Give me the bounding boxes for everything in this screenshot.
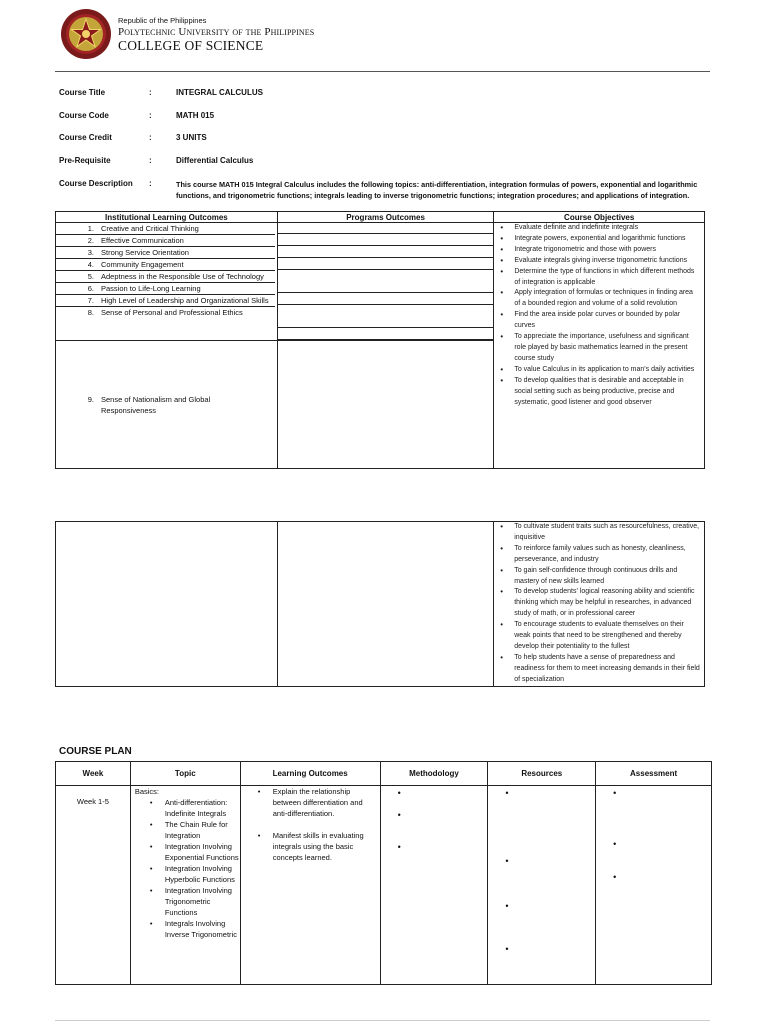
bullet: •	[505, 944, 509, 954]
ilo-item: 2. Effective Communication	[56, 235, 275, 247]
topic-item: • Anti-differentiation: Indefinite Integrals	[165, 797, 240, 819]
programs-outcomes-cell-2	[277, 341, 494, 469]
course-objectives-cell-continued	[494, 522, 705, 687]
resources-cell	[488, 786, 596, 985]
objective-item: • Determine the type of functions in which different methods of integration is applicable	[514, 267, 700, 289]
topic-item: • Integration Involving Hyperbolic Functions	[165, 863, 240, 885]
university-header	[118, 16, 314, 54]
college-name: COLLEGE OF SCIENCE	[118, 38, 264, 53]
topic-item: • Integrals Involving Inverse Trigonometric	[165, 918, 240, 940]
topic-item: • Integration Involving Trigonometric Functions	[165, 885, 240, 918]
course-description-text: This course MATH 015 Integral Calculus includes the following topics: anti-differentiation, integration formulas of powers, exponential and logarithmic functions, and trigonometric functions; integrals leading to inverse trigonometric functions; integration procedures; and applications of integration.	[176, 180, 698, 200]
methodology-header: Methodology	[380, 762, 488, 786]
outcomes-table-continued	[55, 521, 705, 687]
ilo-nationalism-cell	[56, 341, 278, 469]
learning-outcomes-list	[241, 786, 380, 863]
objectives-list-continued	[494, 522, 704, 686]
ilo-item: 9. Sense of Nationalism and Global Responsiveness	[87, 394, 211, 415]
header-divider	[55, 71, 710, 72]
objectives-list	[494, 223, 704, 408]
republic-line: Republic of the Philippines	[118, 16, 207, 25]
objective-item: • To develop students' logical reasoning ability and scientific thinking which may be helpful in researches, in advanced study of math, or in professional career	[514, 587, 700, 620]
objective-item: • To gain self-confidence through continuous drills and mastery of new skills learned	[514, 566, 700, 588]
course-objectives-cell	[494, 223, 705, 469]
bullet: •	[613, 839, 617, 849]
objective-item: • Find the area inside polar curves or bounded by polar curves	[514, 310, 700, 332]
bullet: •	[613, 872, 617, 882]
bullet: •	[505, 901, 509, 911]
week-cell: Week 1-5	[56, 786, 131, 985]
objective-item: • To cultivate student traits such as resourcefulness, creative, inquisitive	[514, 522, 700, 544]
topic-item: • The Chain Rule for Integration	[165, 819, 240, 841]
resources-header: Resources	[488, 762, 596, 786]
learning-outcomes-cell	[240, 786, 380, 985]
ilo-item: 4. Community Engagement	[56, 259, 275, 271]
learning-outcome-item: • Manifest skills in evaluating integrals using the basic concepts learned.	[273, 830, 376, 863]
ilo-item: 7. High Level of Leadership and Organizational Skills	[56, 295, 275, 307]
programs-outcomes-cell-continued	[277, 522, 494, 687]
objective-item: • To develop qualities that is desirable and acceptable in social setting such as being productive, precise and systematic, good listener and good observer	[514, 376, 700, 409]
topic-intro: Basics:	[134, 787, 160, 796]
assessment-cell	[596, 786, 712, 985]
learning-outcomes-header: Learning Outcomes	[240, 762, 380, 786]
bullet: •	[397, 810, 401, 820]
bullet: •	[505, 788, 509, 798]
objective-item: • To help students have a sense of preparedness and readiness for them to meet increasing demands in their field of specialization	[514, 653, 700, 686]
programs-outcomes-cell	[277, 223, 494, 341]
ilo-item: 1. Creative and Critical Thinking	[56, 223, 275, 235]
footer-divider	[55, 1020, 710, 1021]
ilo-item: 5. Adeptness in the Responsible Use of Technology	[56, 271, 275, 283]
ilo-item: 3. Strong Service Orientation	[56, 247, 275, 259]
ilo-item: 8. Sense of Personal and Professional Ethics	[87, 308, 243, 317]
objective-item: • To appreciate the importance, usefulness and significant role played by basic mathematics learned in the present course study	[514, 332, 700, 365]
objective-item: • Apply integration of formulas or techniques in finding area of a bounded region and volume of a solid revolution	[514, 288, 700, 310]
objective-item: • To encourage students to evaluate themselves on their weak points that need to be strengthened and thereby develop their potentiality to the fullest	[514, 620, 700, 653]
programs-outcomes-header: Programs Outcomes	[277, 212, 494, 223]
assessment-header: Assessment	[596, 762, 712, 786]
objective-item: • To reinforce family values such as honesty, cleanliness, perseverance, and industry	[514, 544, 700, 566]
topic-cell	[130, 786, 240, 985]
bullet: •	[397, 788, 401, 798]
week-header: Week	[56, 762, 131, 786]
topic-list	[135, 797, 240, 940]
pup-seal-logo	[60, 8, 112, 60]
bullet: •	[397, 842, 401, 852]
university-name: Polytechnic University of the Philippines	[118, 26, 315, 38]
topic-header: Topic	[130, 762, 240, 786]
learning-outcome-item: • Explain the relationship between differentiation and anti-differentiation.	[273, 786, 376, 819]
objective-item: • Evaluate definite and indefinite integrals	[514, 223, 700, 234]
ilo-item: 6. Passion to Life-Long Learning	[56, 283, 275, 295]
course-plan-title: COURSE PLAN	[59, 746, 132, 757]
ilo-cell-continued	[56, 522, 278, 687]
objective-item: • Integrate powers, exponential and logarithmic functions	[514, 234, 700, 245]
methodology-cell	[380, 786, 488, 985]
objective-item: • To value Calculus in its application to man's daily activities	[514, 365, 700, 376]
course-objectives-header: Course Objectives	[494, 212, 705, 223]
objective-item: • Integrate trigonometric and those with powers	[514, 245, 700, 256]
course-plan-table	[55, 761, 712, 985]
objective-item: • Evaluate integrals giving inverse trigonometric functions	[514, 256, 700, 267]
ilo-cell	[56, 223, 278, 341]
bullet: •	[505, 856, 509, 866]
ilo-header: Institutional Learning Outcomes	[56, 212, 278, 223]
bullet: •	[613, 788, 617, 798]
topic-item: • Integration Involving Exponential Functions	[165, 841, 240, 863]
outcomes-table	[55, 211, 705, 469]
